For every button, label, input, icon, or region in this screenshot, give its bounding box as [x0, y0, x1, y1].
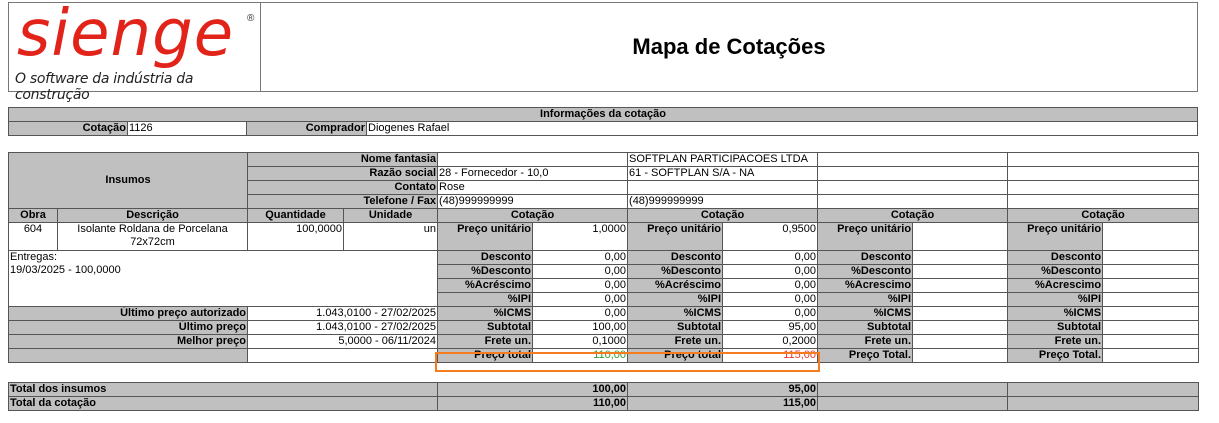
- history-label: Último preço: [9, 321, 248, 335]
- total-value: [818, 383, 1008, 397]
- comprador-label: Comprador: [247, 122, 367, 136]
- supplier-field-value: [818, 167, 1008, 181]
- logo-tagline: O software da indústria da construção: [15, 71, 194, 103]
- supplier-field-label: Razão social: [248, 167, 438, 181]
- total-label: Total dos insumos: [9, 383, 438, 397]
- supplier-field-value: 61 - SOFTPLAN S/A - NA: [628, 167, 818, 181]
- field-label: %IPI: [438, 293, 533, 307]
- field-label: Subtotal: [818, 321, 913, 335]
- field-value: [913, 335, 1008, 349]
- supplier-field-value: Rose: [438, 181, 628, 195]
- field-label: %IPI: [1008, 293, 1103, 307]
- preco-total-value: 115,00: [723, 349, 818, 363]
- preco-unitario-label: Preço unitário: [818, 223, 913, 251]
- supplier-field-label: Telefone / Fax: [248, 195, 438, 209]
- supplier-field-value: [818, 195, 1008, 209]
- supplier-field-value: [818, 181, 1008, 195]
- supplier-field-value: [628, 181, 818, 195]
- supplier-field-value: (48)999999999: [628, 195, 818, 209]
- col-header-unidade: Unidade: [344, 209, 438, 223]
- report-header: [8, 0, 1198, 103]
- cotacao-header: Cotação: [438, 209, 628, 223]
- field-value: [1103, 293, 1199, 307]
- field-value: 0,00: [723, 265, 818, 279]
- field-label: %Acréscimo: [438, 279, 533, 293]
- field-label: Desconto: [438, 251, 533, 265]
- supplier-field-value: [1008, 153, 1199, 167]
- total-value: 95,00: [628, 383, 818, 397]
- total-value: [818, 397, 1008, 411]
- field-value: 0,2000: [723, 335, 818, 349]
- field-label: %ICMS: [1008, 307, 1103, 321]
- totals-table: [8, 382, 1199, 411]
- field-label: %Acréscimo: [628, 279, 723, 293]
- field-value: [913, 307, 1008, 321]
- field-label: %IPI: [818, 293, 913, 307]
- supplier-field-value: [818, 153, 1008, 167]
- cotacao-value: 1126: [128, 122, 247, 136]
- preco-unitario-label: Preço unitário: [628, 223, 723, 251]
- field-label: Subtotal: [628, 321, 723, 335]
- field-value: 0,00: [723, 293, 818, 307]
- supplier-field-value: [1008, 195, 1199, 209]
- field-value: 0,1000: [533, 335, 628, 349]
- quotation-grid: [8, 152, 1199, 363]
- field-label: %Desconto: [628, 265, 723, 279]
- field-value: [1103, 321, 1199, 335]
- col-header-quantidade: Quantidade: [248, 209, 344, 223]
- field-label: %ICMS: [818, 307, 913, 321]
- comprador-value: Diogenes Rafael: [367, 122, 1198, 136]
- field-label: Frete un.: [1008, 335, 1103, 349]
- history-value: 1.043,0100 - 27/02/2025: [248, 321, 438, 335]
- field-label: Frete un.: [628, 335, 723, 349]
- empty-cell: [9, 349, 248, 363]
- supplier-field-value: 28 - Fornecedor - 10,0: [438, 167, 628, 181]
- field-value: 95,00: [723, 321, 818, 335]
- page-title: Mapa de Cotações: [632, 34, 826, 59]
- field-value: [1103, 251, 1199, 265]
- field-value: 0,00: [533, 307, 628, 321]
- field-value: [913, 265, 1008, 279]
- supplier-field-value: (48)999999999: [438, 195, 628, 209]
- total-value: 115,00: [628, 397, 818, 411]
- field-value: 0,00: [723, 251, 818, 265]
- cotacao-label: Cotação: [9, 122, 128, 136]
- preco-unitario-value: 1,0000: [533, 223, 628, 251]
- field-label: Desconto: [1008, 251, 1103, 265]
- col-header-descricao: Descrição: [58, 209, 248, 223]
- field-label: Frete un.: [818, 335, 913, 349]
- preco-unitario-label: Preço unitário: [438, 223, 533, 251]
- field-value: [1103, 279, 1199, 293]
- supplier-field-value: [1008, 181, 1199, 195]
- preco-total-value: [1103, 349, 1199, 363]
- field-value: 100,00: [533, 321, 628, 335]
- field-label: Subtotal: [438, 321, 533, 335]
- field-label: %ICMS: [438, 307, 533, 321]
- field-label: Preço total: [628, 349, 723, 363]
- field-label: %Acrescimo: [1008, 279, 1103, 293]
- preco-total-value: 110,00: [533, 349, 628, 363]
- cotacao-header: Cotação: [818, 209, 1008, 223]
- total-value: 100,00: [438, 383, 628, 397]
- field-value: [1103, 335, 1199, 349]
- item-quantidade: 100,0000: [248, 223, 344, 251]
- field-label: %Desconto: [818, 265, 913, 279]
- total-value: [1008, 383, 1199, 397]
- preco-total-value: [913, 349, 1008, 363]
- registered-icon: ®: [247, 13, 255, 24]
- field-value: [1103, 307, 1199, 321]
- field-value: [913, 279, 1008, 293]
- preco-unitario-value: [913, 223, 1008, 251]
- total-label: Total da cotação: [9, 397, 438, 411]
- total-value: [1008, 397, 1199, 411]
- insumos-header: Insumos: [9, 153, 248, 209]
- field-label: %Desconto: [438, 265, 533, 279]
- supplier-field-value: [438, 153, 628, 167]
- field-value: 0,00: [533, 293, 628, 307]
- field-label: Preço Total.: [818, 349, 913, 363]
- supplier-field-value: SOFTPLAN PARTICIPACOES LTDA: [628, 153, 818, 167]
- preco-unitario-label: Preço unitário: [1008, 223, 1103, 251]
- item-obra: 604: [9, 223, 58, 251]
- field-label: Subtotal: [1008, 321, 1103, 335]
- supplier-field-value: [1008, 167, 1199, 181]
- empty-cell: [248, 349, 438, 363]
- field-value: 0,00: [723, 279, 818, 293]
- history-label: Melhor preço: [9, 335, 248, 349]
- field-value: [913, 321, 1008, 335]
- field-label: Desconto: [818, 251, 913, 265]
- supplier-field-label: Contato: [248, 181, 438, 195]
- field-value: [913, 251, 1008, 265]
- col-header-obra: Obra: [9, 209, 58, 223]
- field-value: [913, 293, 1008, 307]
- field-value: [1103, 265, 1199, 279]
- field-value: 0,00: [723, 307, 818, 321]
- item-unidade: un: [344, 223, 438, 251]
- field-label: Preço Total.: [1008, 349, 1103, 363]
- history-value: 1.043,0100 - 27/02/2025: [248, 307, 438, 321]
- item-descricao: Isolante Roldana de Porcelana 72x72cm: [58, 223, 248, 251]
- field-value: 0,00: [533, 251, 628, 265]
- cotacao-header: Cotação: [1008, 209, 1199, 223]
- sienge-logo: [9, 0, 261, 103]
- field-label: %Acrescimo: [818, 279, 913, 293]
- price-total-highlight: [435, 352, 820, 372]
- cotacao-header: Cotação: [628, 209, 818, 223]
- history-label: Último preço autorizado: [9, 307, 248, 321]
- history-value: 5,0000 - 06/11/2024: [248, 335, 438, 349]
- field-value: 0,00: [533, 265, 628, 279]
- preco-unitario-value: [1103, 223, 1199, 251]
- logo-wordmark: sienge: [17, 0, 235, 71]
- field-label: Frete un.: [438, 335, 533, 349]
- field-label: Preço total: [438, 349, 533, 363]
- field-value: 0,00: [533, 279, 628, 293]
- info-heading: Informações da cotação: [9, 108, 1198, 122]
- field-label: %Desconto: [1008, 265, 1103, 279]
- preco-unitario-value: 0,9500: [723, 223, 818, 251]
- field-label: %IPI: [628, 293, 723, 307]
- entregas: Entregas: 19/03/2025 - 100,0000: [9, 251, 438, 307]
- supplier-field-label: Nome fantasia: [248, 153, 438, 167]
- info-table: [8, 107, 1198, 136]
- total-value: 110,00: [438, 397, 628, 411]
- field-label: Desconto: [628, 251, 723, 265]
- field-label: %ICMS: [628, 307, 723, 321]
